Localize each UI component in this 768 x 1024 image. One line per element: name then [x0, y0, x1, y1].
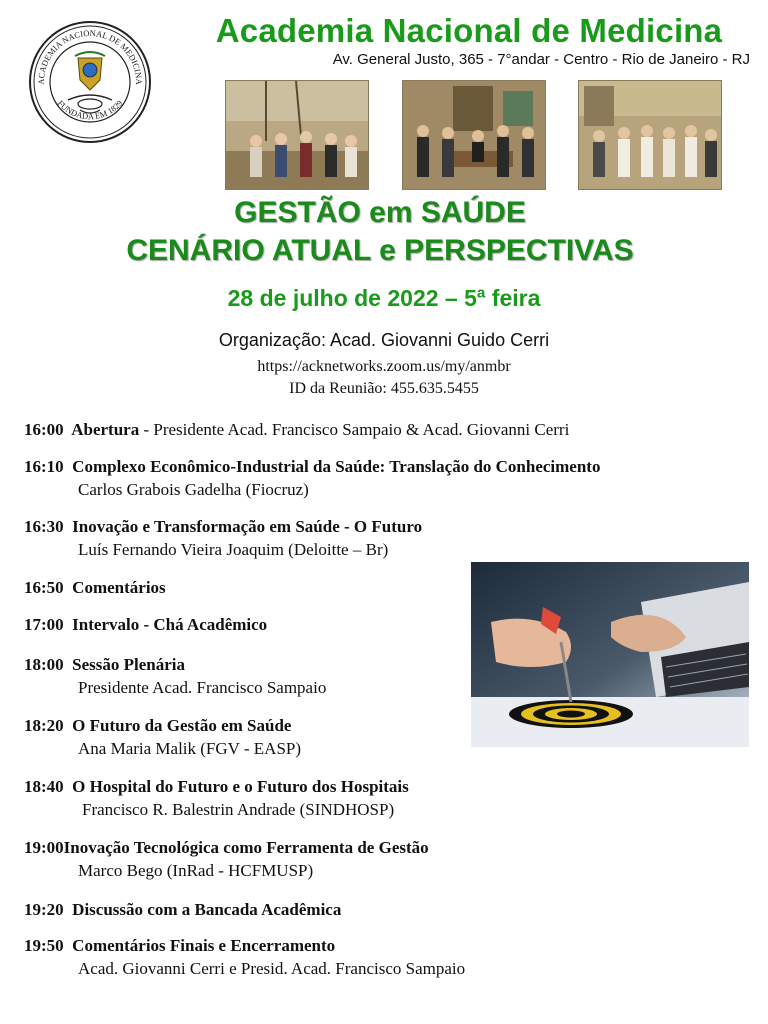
- meeting-link[interactable]: https://acknetworks.zoom.us/my/anmbr: [257, 358, 511, 375]
- item-speaker: Luís Fernando Vieira Joaquim (Deloitte – Br): [78, 540, 389, 559]
- item-time: 16:50: [24, 578, 64, 597]
- item-time: 19:00: [24, 838, 64, 857]
- seal-inner-text: FUNDADA EM 1829: [55, 98, 125, 122]
- item-time: 16:00: [24, 420, 64, 439]
- item-time: 16:30: [24, 517, 64, 536]
- schedule-item: [24, 936, 465, 979]
- schedule-item: [24, 900, 341, 920]
- item-time: 18:40: [24, 777, 64, 796]
- item-title: O Hospital do Futuro e o Futuro dos Hospitais: [72, 777, 409, 796]
- item-title: Complexo Econômico-Industrial da Saúde: Translação do Conhecimento: [72, 457, 601, 476]
- schedule-item: [24, 838, 429, 881]
- historical-painting-3: [578, 80, 722, 190]
- schedule-item: [24, 420, 569, 440]
- event-title-line-1: GESTÃO em SAÚDE: [234, 196, 526, 229]
- item-title: Abertura: [71, 420, 140, 439]
- item-speaker: Francisco R. Balestrin Andrade (SINDHOSP): [82, 800, 395, 819]
- schedule-item: [24, 615, 267, 635]
- event-organizer: Organização: Acad. Giovanni Guido Cerri: [218, 330, 550, 350]
- item-title: Discussão com a Bancada Acadêmica: [72, 900, 342, 919]
- item-title: Comentários Finais e Encerramento: [72, 936, 336, 955]
- schedule-item: [24, 655, 326, 698]
- historical-painting-1: [225, 80, 369, 190]
- item-title: Intervalo - Chá Acadêmico: [72, 615, 268, 634]
- historical-painting-2: [402, 80, 546, 190]
- item-title: Inovação Tecnológica como Ferramenta de Gestão: [63, 838, 429, 857]
- item-title: O Futuro da Gestão em Saúde: [72, 716, 292, 735]
- seal-outer-text: ACADEMIA NACIONAL DE MEDICINA: [35, 27, 145, 85]
- item-speaker: Acad. Giovanni Cerri e Presid. Acad. Francisco Sampaio: [78, 959, 466, 978]
- item-speaker: Carlos Grabois Gadelha (Fiocruz): [78, 480, 309, 499]
- item-time: 17:00: [24, 615, 64, 634]
- schedule-item: [24, 517, 422, 560]
- item-time: 16:10: [24, 457, 64, 476]
- item-title: Inovação e Transformação em Saúde - O Futuro: [72, 517, 423, 536]
- item-description: - Presidente Acad. Francisco Sampaio & Acad. Giovanni Cerri: [139, 420, 570, 439]
- item-time: 19:50: [24, 936, 64, 955]
- item-time: 18:20: [24, 716, 64, 735]
- item-speaker: Ana Maria Malik (FGV - EASP): [78, 739, 302, 758]
- schedule-item: [24, 716, 301, 759]
- item-title: Sessão Plenária: [72, 655, 186, 674]
- meeting-id: ID da Reunião: 455.635.5455: [289, 380, 479, 397]
- academy-seal-logo: [28, 20, 152, 144]
- event-title-line-2: CENÁRIO ATUAL e PERSPECTIVAS: [126, 234, 634, 267]
- item-speaker: Presidente Acad. Francisco Sampaio: [78, 678, 327, 697]
- event-date: 28 de julho de 2022 – 5ª feira: [227, 285, 541, 311]
- schedule-item: [24, 457, 600, 500]
- item-time: 18:00: [24, 655, 64, 674]
- organization-address: Av. General Justo, 365 - 7°andar - Centro - Rio de Janeiro - RJ: [332, 51, 750, 68]
- schedule-item: [24, 777, 409, 820]
- schedule-item: [24, 578, 166, 598]
- item-speaker: Marco Bego (InRad - HCFMUSP): [78, 861, 314, 880]
- item-title: Comentários: [72, 578, 166, 597]
- organization-title: Academia Nacional de Medicina: [215, 12, 723, 49]
- dart-target-photo: [471, 562, 749, 747]
- item-time: 19:20: [24, 900, 64, 919]
